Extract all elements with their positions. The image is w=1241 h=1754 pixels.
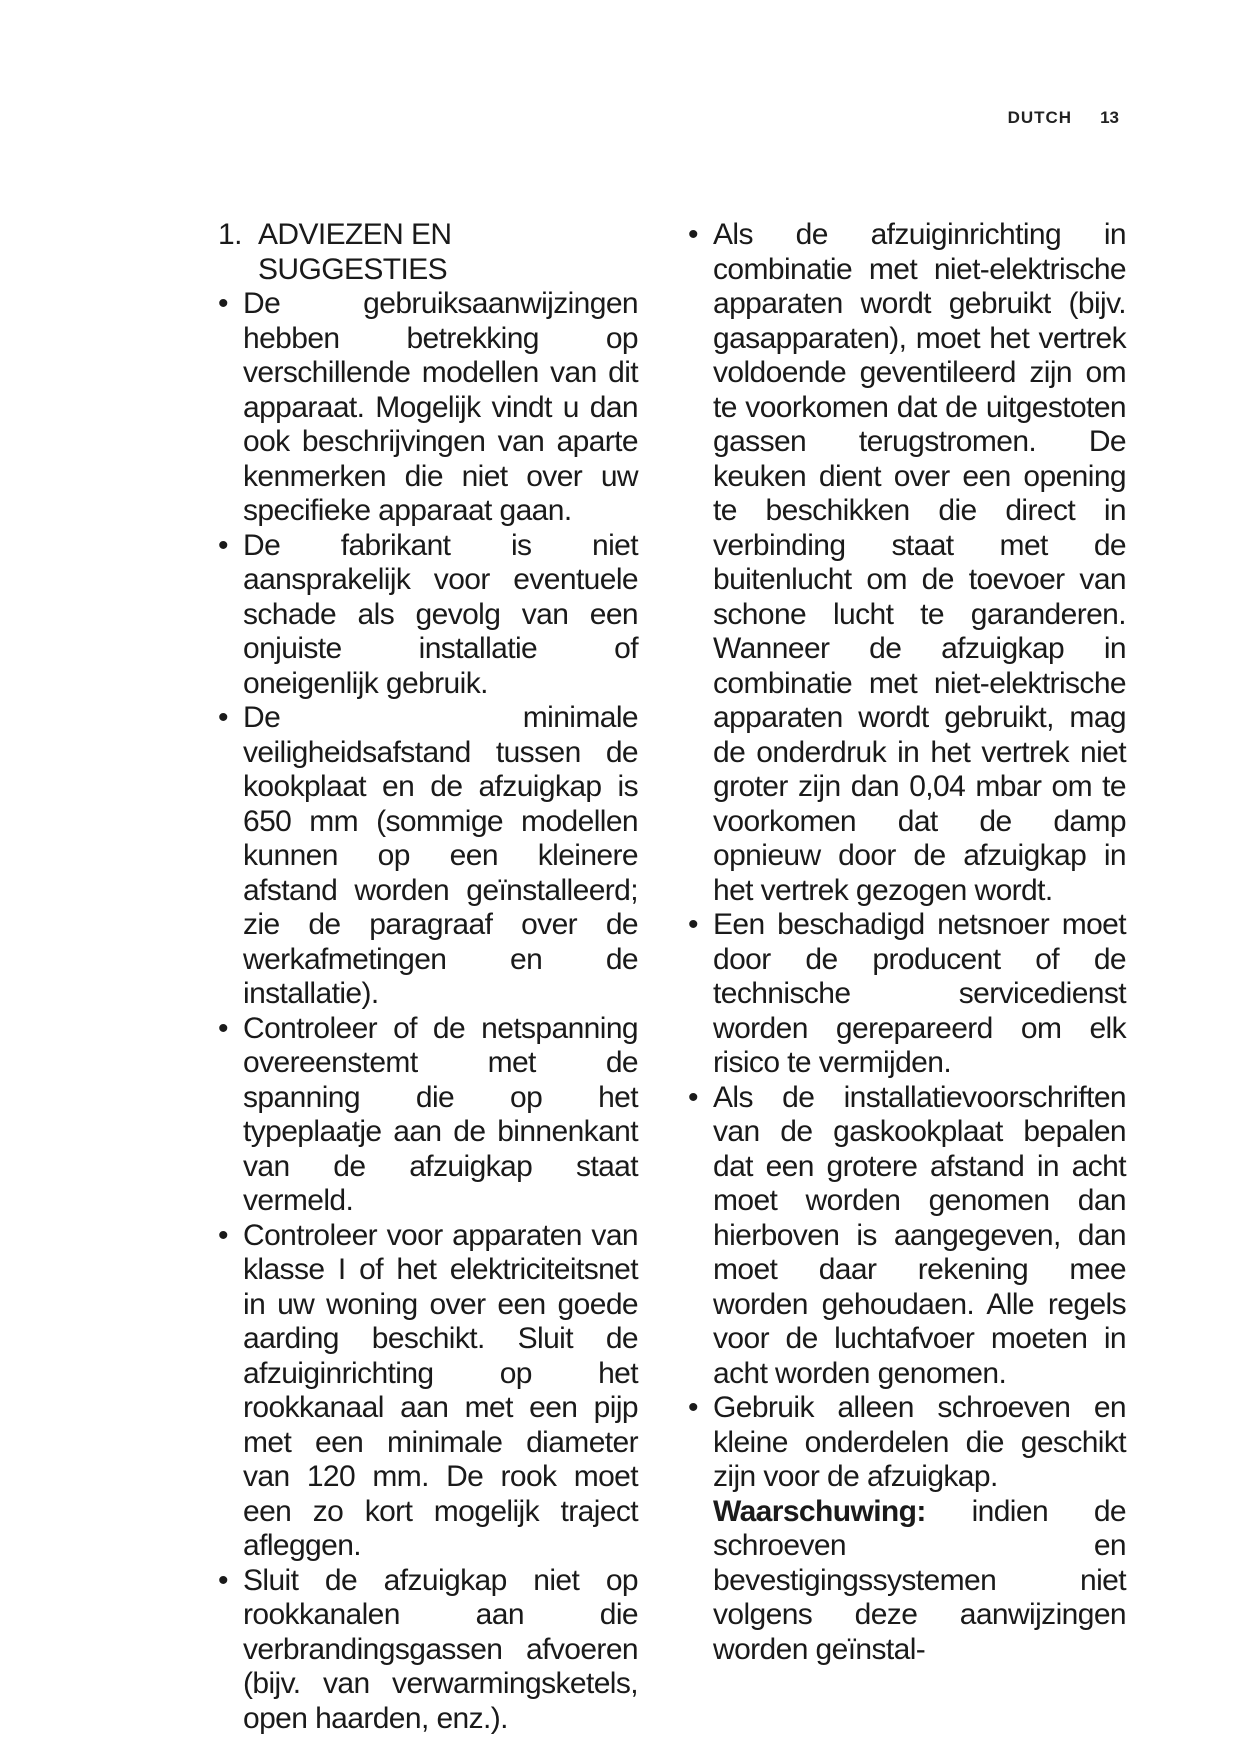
list-item: • De minimale veiligheidsafstand tussen de kookplaat en de afzuigkap is 650 mm (sommige modellen kunnen op een kleinere afstand worden geïnstalleerd; zie de paragraaf over de werkafmetingen en de installatie). — [218, 701, 638, 1012]
right-column — [688, 218, 1126, 1667]
list-item: • Controleer voor apparaten van klasse I of het elektriciteitsnet in uw woning over een goede aarding beschikt. Sluit de afzuiginrichting op het rookkanaal aan met een pijp met een minimale diameter van 120 mm. De rook moet een zo kort mogelijk traject afleggen. — [218, 1219, 638, 1564]
section-title: ADVIEZEN EN SUGGESTIES — [258, 218, 452, 286]
list-item: • Als de afzuiginrichting in combinatie met niet-elektrische apparaten wordt gebruikt (bijv. gasapparaten), moet het vertrek voldoende geventileerd zijn om te voorkomen dat de uitgestoten gassen terugstromen. De keuken dient over een opening te beschikken die direct in verbinding staat met de buitenlucht om de toevoer van schone lucht te garanderen. Wanneer de afzuigkap in combinatie met niet-elektrische apparaten wordt gebruikt, mag de onderdruk in het vertrek niet groter zijn dan 0,04 mbar om te voorkomen dat de damp opnieuw door de afzuigkap in het vertrek gezogen wordt. — [688, 218, 1126, 908]
warning-text: indien de schroeven en bevestigingssystemen niet volgens deze aanwijzingen worden geïnstal- — [713, 1494, 1126, 1666]
list-item: • Controleer of de netspanning overeenstemt met de spanning die op het typeplaatje aan de binnenkant van de afzuigkap staat vermeld. — [218, 1012, 638, 1219]
advice-list-continued — [688, 218, 1126, 1667]
section-number: 1. — [218, 218, 242, 251]
list-item: • Een beschadigd netsnoer moet door de producent of de technische servicedienst worden gerepareerd om elk risico te vermijden. — [688, 908, 1126, 1081]
section-heading — [218, 218, 638, 287]
page-header — [1008, 108, 1119, 128]
list-item: • Sluit de afzuigkap niet op rookkanalen aan die verbrandingsgassen afvoeren (bijv. van verwarmingsketels, open haarden, enz.). — [218, 1564, 638, 1737]
warning-label: Waarschuwing: — [713, 1494, 926, 1528]
list-item-screws — [688, 1391, 1126, 1667]
page-number: 13 — [1100, 108, 1119, 127]
screws-text: • Gebruik alleen schroeven en kleine onderdelen die geschikt zijn voor de afzuigkap. — [713, 1391, 1126, 1493]
list-item: • De fabrikant is niet aansprakelijk voor eventuele schade als gevolg van een onjuiste installatie of oneigenlijk gebruik. — [218, 529, 638, 702]
advice-list — [218, 287, 638, 1736]
language-label: DUTCH — [1007, 108, 1073, 127]
list-item: • Als de installatievoorschriften van de gaskookplaat bepalen dat een grotere afstand in acht moet worden genomen dan hierboven is aangegeven, dan moet daar rekening mee worden gehoudaen. Alle regels voor de luchtafvoer moeten in acht worden genomen. — [688, 1081, 1126, 1392]
list-item: • De gebruiksaanwijzingen hebben betrekking op verschillende modellen van dit apparaat. Mogelijk vindt u dan ook beschrijvingen van aparte kenmerken die niet over uw specifieke apparaat gaan. — [218, 287, 638, 529]
warning-paragraph — [713, 1495, 1126, 1666]
left-column — [218, 218, 638, 1736]
